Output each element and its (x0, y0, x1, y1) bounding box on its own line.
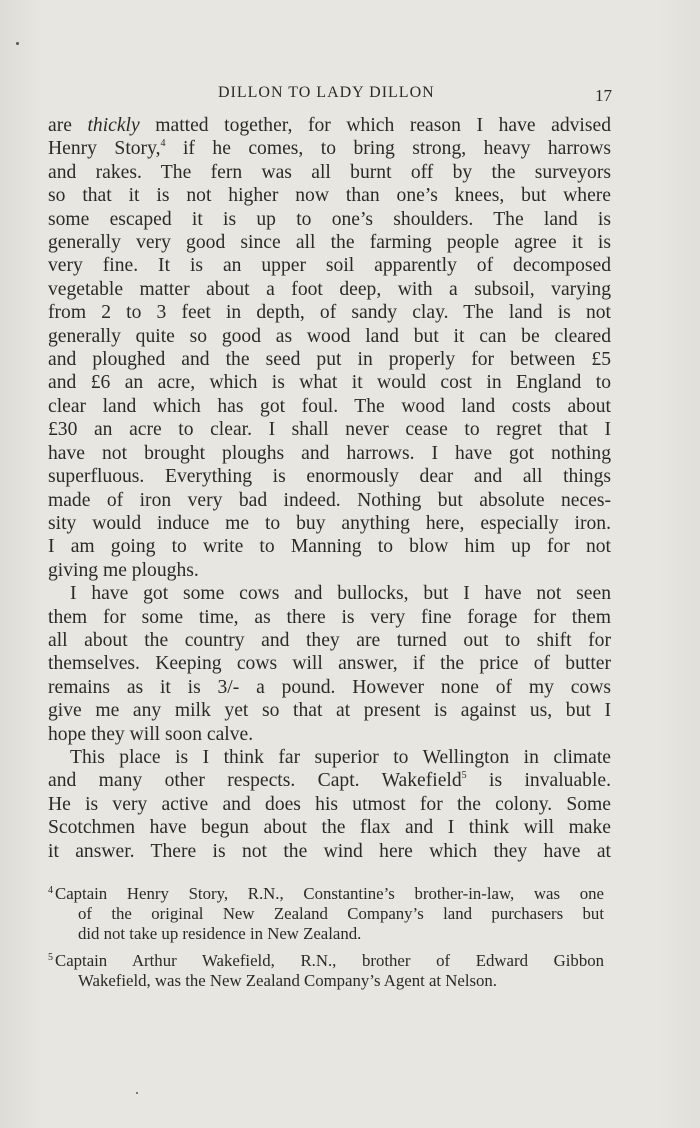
text-line: He is very active and does his utmost for the colony. Some (48, 793, 611, 815)
text-line: I am going to write to Manning to blow him up for not (48, 536, 611, 558)
text-line: made of iron very bad indeed. Nothing but absolute neces- (48, 489, 611, 511)
text-line: are thickly matted together, for which reason I have advised (48, 115, 611, 136)
paragraph-2 (48, 582, 611, 746)
footnote-ref-4: 4 (160, 138, 166, 150)
footnote-text: did not take up residence in New Zealand. (78, 923, 362, 943)
text-line: and rakes. The fern was all burnt off by the surveyors (48, 161, 611, 183)
text-line: them for some time, as there is very fine forage for them (48, 606, 611, 628)
body-text (48, 114, 611, 863)
footnote-4 (48, 884, 604, 943)
footnote-number: 4 (48, 885, 53, 896)
footnote-text: Captain Arthur Wakefield, R.N., brother of Edward Gibbon (55, 951, 604, 971)
text-line: clear land which has got foul. The wood land costs about (48, 395, 611, 417)
text-line: all about the country and they are turned out to shift for (48, 629, 611, 651)
page-number: 17 (595, 86, 612, 105)
text-line: hope they will soon calve. (48, 723, 254, 745)
text-line: This place is I think far superior to Wellington in climate (70, 746, 611, 768)
text-line: remains as it is 3/- a pound. However none of my cows (48, 676, 611, 698)
text-line: giving me ploughs. (48, 559, 199, 581)
footnotes (48, 884, 604, 999)
text-line: themselves. Keeping cows will answer, if the price of butter (48, 653, 611, 675)
page-speck (16, 42, 19, 45)
text-line: and £6 an acre, which is what it would cost in England to (48, 372, 611, 394)
page-speck (136, 1092, 138, 1094)
paragraph-1 (48, 114, 611, 582)
footnote-text: Captain Henry Story, R.N., Constantine’s brother-in-law, was one (55, 884, 604, 903)
footnote-number: 5 (48, 952, 53, 964)
text-line: £30 an acre to clear. I shall never cease to regret that I (48, 419, 611, 441)
text-line: give me any milk yet so that at present is against us, but I (48, 700, 611, 722)
footnote-text: Wakefield, was the New Zealand Company’s Agent at Nelson. (78, 971, 497, 991)
text-line: very fine. It is an upper soil apparently of decomposed (48, 255, 611, 277)
footnote-ref-5: 5 (461, 770, 467, 782)
text-line: Scotchmen have begun about the flax and I think will make (48, 817, 611, 839)
text-line: from 2 to 3 feet in depth, of sandy clay. The land is not (48, 302, 611, 324)
text-line: so that it is not higher now than one’s knees, but where (48, 185, 611, 207)
text-line: Henry Story,$^4$ if he comes, to bring strong, heavy harrows (48, 138, 611, 160)
text-line: sity would induce me to buy anything here, especially iron. (48, 512, 611, 534)
footnote-text: of the original New Zealand Company’s land purchasers but (78, 903, 604, 923)
text-line: and ploughed and the seed put in properly for between £5 (48, 349, 611, 371)
text-line: generally very good since all the farming people agree it is (48, 232, 611, 254)
text-line: vegetable matter about a foot deep, with a subsoil, varying (48, 278, 611, 300)
page-header (48, 84, 616, 106)
text-line: have not brought ploughs and harrows. I have got nothing (48, 442, 611, 464)
footnote-5 (48, 951, 604, 991)
paragraph-3 (48, 746, 611, 863)
text-line: superfluous. Everything is enormously dear and all things (48, 466, 611, 488)
text-line: and many other respects. Capt. Wakefield$^5$ is invaluable. (48, 770, 611, 792)
running-title: DILLON TO LADY DILLON (218, 84, 435, 101)
text-line: I have got some cows and bullocks, but I have not seen (70, 583, 611, 605)
text-line: generally quite so good as wood land but it can be cleared (48, 325, 611, 347)
text-line: it answer. There is not the wind here which they have at (48, 840, 611, 862)
text-line: some escaped it is up to one’s shoulders. The land is (48, 208, 611, 230)
